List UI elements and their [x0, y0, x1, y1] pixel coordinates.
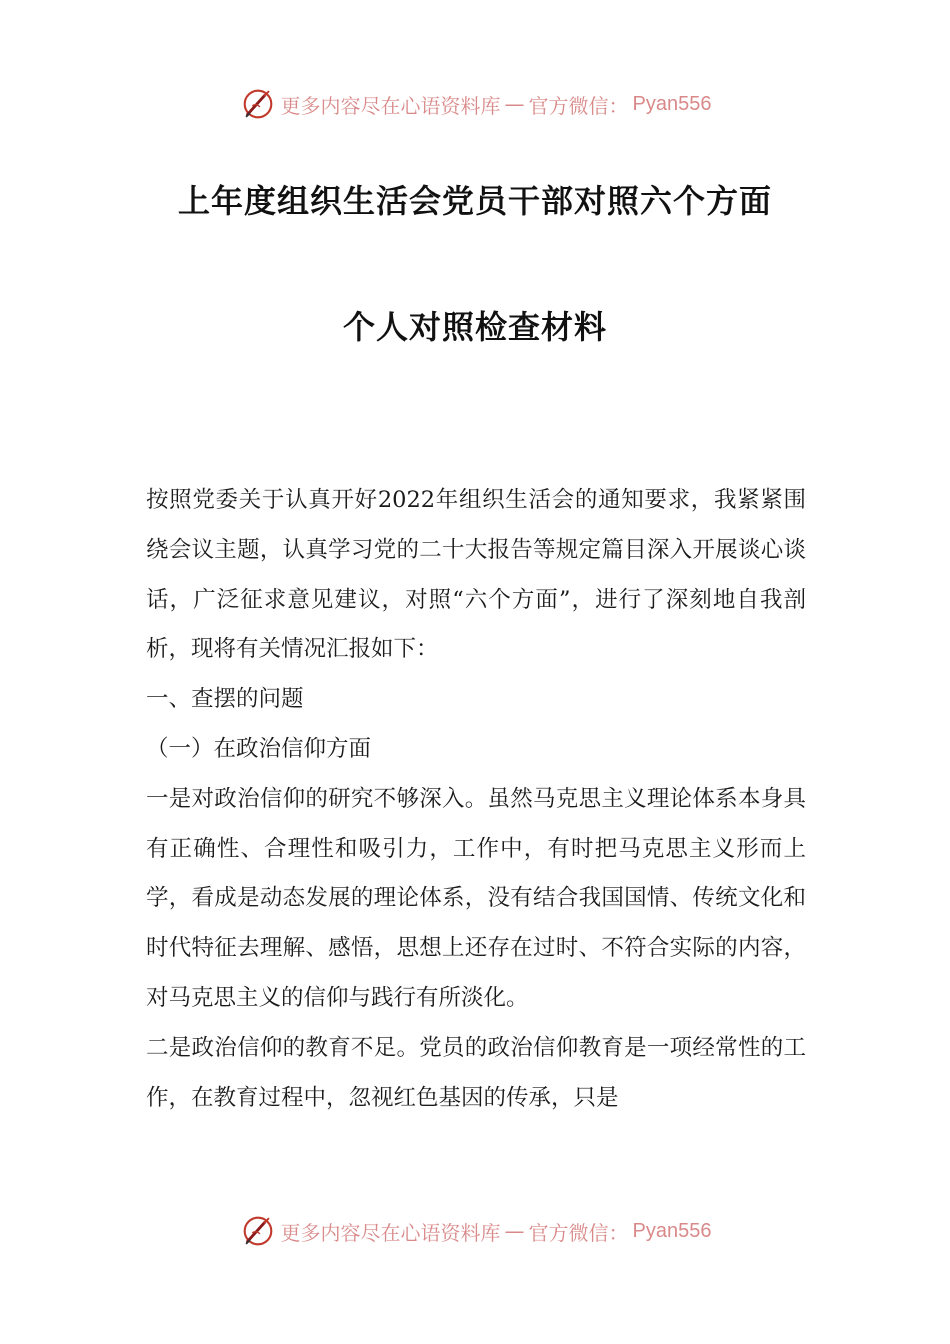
banner-wechat-id: Pyan556: [632, 92, 712, 115]
header-watermark-banner: [0, 84, 950, 124]
pen-logo-icon: [239, 1212, 277, 1250]
pen-logo-icon: [239, 85, 277, 123]
body-paragraph: 一是对政治信仰的研究不够深入。虽然马克思主义理论体系本身具有正确性、合理性和吸引力，工作中，有时把马克思主义形而上学，看成是动态发展的理论体系，没有结合我国国情、传统文化和时代特征去理解、感悟，思想上还存在过时、不符合实际的内容，对马克思主义的信仰与践行有所淡化。: [146, 785, 806, 1011]
banner-wechat-label: 官方微信：: [528, 1220, 629, 1245]
document-body: [146, 476, 806, 1123]
subsection-heading: （一）在政治信仰方面: [146, 735, 372, 762]
banner-wechat-id: Pyan556: [632, 1219, 712, 1242]
intro-paragraph: 按照党委关于认真开好2022年组织生活会的通知要求，我紧紧围绕会议主题，认真学习党的二十大报告等规定篇目深入开展谈心谈话，广泛征求意见建议，对照“六个方面”，进行了深刻地自我剖析，现将有关情况汇报如下：: [146, 487, 806, 663]
banner-site-text: 更多内容尽在心语资料库: [280, 93, 501, 118]
banner-separator: —: [504, 92, 525, 116]
banner-wechat-label: 官方微信：: [528, 93, 629, 118]
document-title-line-1: 上年度组织生活会党员干部对照六个方面: [177, 182, 772, 220]
document-title-line-2: 个人对照检查材料: [342, 308, 607, 346]
footer-watermark-banner: [0, 1211, 950, 1251]
body-paragraph: 二是政治信仰的教育不足。党员的政治信仰教育是一项经常性的工作，在教育过程中，忽视红色基因的传承，只是: [146, 1034, 806, 1111]
section-heading: 一、查摆的问题: [146, 686, 304, 713]
banner-site-text: 更多内容尽在心语资料库: [280, 1220, 501, 1245]
banner-separator: —: [504, 1219, 525, 1243]
